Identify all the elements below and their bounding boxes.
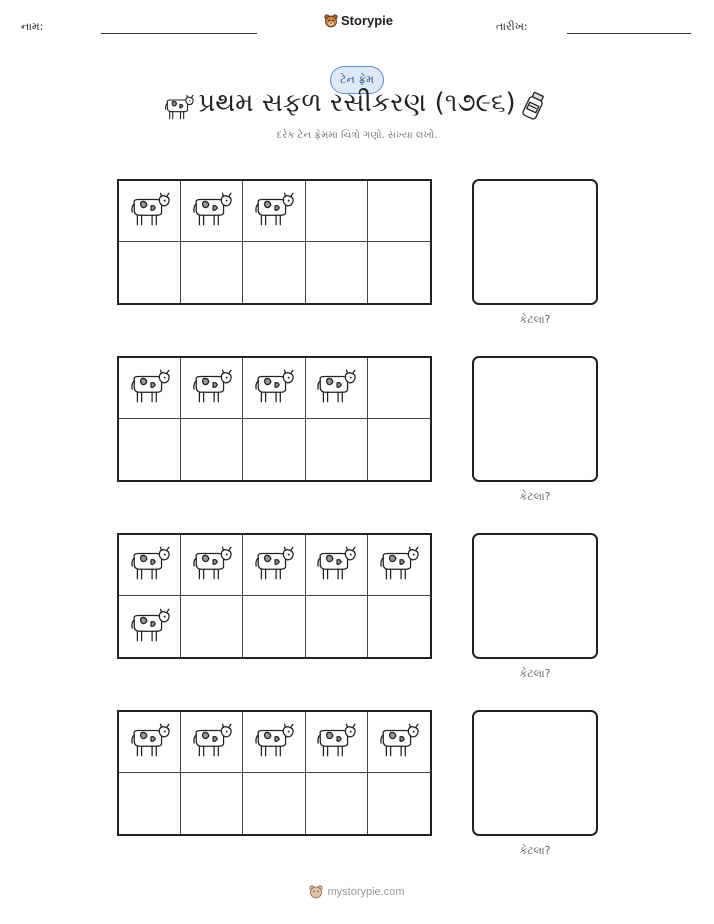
answer-prompt: કેટલા?: [519, 667, 551, 680]
cow-icon: [129, 367, 171, 409]
ten-frame-cell: [368, 358, 430, 419]
footer: [0, 885, 714, 899]
date-label: તારીખ:: [496, 20, 528, 33]
cow-icon: [253, 190, 295, 232]
ten-frame: [117, 533, 432, 659]
ten-frame-cell: [119, 712, 181, 773]
topic-badge: ટેન ફ્રેમ: [330, 66, 384, 94]
cow-icon: [315, 367, 357, 409]
answer-box[interactable]: [472, 533, 598, 659]
ten-frame-cell: [368, 419, 430, 480]
cow-icon: [253, 721, 295, 763]
answer-box[interactable]: [472, 179, 598, 305]
ten-frame-cell: [119, 358, 181, 419]
ten-frame-cell: [306, 535, 368, 596]
cow-icon: [315, 721, 357, 763]
cow-icon: [129, 721, 171, 763]
ten-frame-cell: [306, 242, 368, 303]
answer-box[interactable]: [472, 710, 598, 836]
cow-icon: [129, 606, 171, 648]
ten-frame-cell: [181, 712, 243, 773]
ten-frame-cell: [181, 419, 243, 480]
answer-prompt: કેટલા?: [519, 490, 551, 503]
answer-prompt: કેટલા?: [519, 313, 551, 326]
ten-frame-cell: [243, 419, 305, 480]
ten-frame-cell: [181, 358, 243, 419]
ten-frame: [117, 356, 432, 482]
name-label: નામ:: [21, 20, 44, 33]
cow-icon: [191, 544, 233, 586]
ten-frame-cell: [119, 773, 181, 834]
ten-frame-cell: [181, 773, 243, 834]
cow-icon: [191, 721, 233, 763]
ten-frame-cell: [243, 773, 305, 834]
ten-frame-cell: [306, 773, 368, 834]
footer-url: mystorypie.com: [327, 886, 405, 898]
ten-frame-cell: [181, 596, 243, 657]
ten-frame-cell: [243, 242, 305, 303]
ten-frame-cell: [368, 242, 430, 303]
cow-icon: [378, 721, 420, 763]
name-line[interactable]: [101, 33, 257, 34]
page-title: પ્રથમ સફળ રસીકરણ (૧૭૯૬): [198, 88, 516, 118]
ten-frame-cell: [368, 181, 430, 242]
ten-frame-cell: [243, 181, 305, 242]
ten-frame-cell: [119, 535, 181, 596]
cow-icon: [253, 367, 295, 409]
ten-frame-cell: [181, 535, 243, 596]
cow-icon: [191, 190, 233, 232]
ten-frame-cell: [368, 773, 430, 834]
ten-frame-cell: [306, 181, 368, 242]
ten-frame: [117, 179, 432, 305]
ten-frame-cell: [306, 358, 368, 419]
ten-frame-cell: [306, 419, 368, 480]
ten-frame: [117, 710, 432, 836]
ten-frame-cell: [119, 419, 181, 480]
ten-frame-cell: [243, 535, 305, 596]
ten-frame-cell: [119, 596, 181, 657]
ten-frame-cell: [368, 535, 430, 596]
answer-prompt: કેટલા?: [519, 844, 551, 857]
ten-frame-cell: [243, 596, 305, 657]
cow-icon: [129, 544, 171, 586]
ten-frame-cell: [306, 712, 368, 773]
ten-frame-cell: [119, 181, 181, 242]
cow-icon: [315, 544, 357, 586]
brand-logo: [324, 13, 393, 28]
ten-frame-cell: [243, 358, 305, 419]
cow-icon: [253, 544, 295, 586]
instructions: દરેક ટેન ફ્રેમમાં ચિત્રો ગણો. સંખ્યા લખો.: [276, 130, 438, 141]
ten-frame-cell: [119, 242, 181, 303]
cow-icon: [378, 544, 420, 586]
date-line[interactable]: [567, 33, 691, 34]
ten-frame-cell: [243, 712, 305, 773]
ten-frame-cell: [368, 712, 430, 773]
ten-frame-cell: [181, 242, 243, 303]
brand-name: Storypie: [341, 13, 394, 28]
cow-icon: [129, 190, 171, 232]
ten-frame-cell: [368, 596, 430, 657]
vaccine-bottle-icon: [520, 91, 546, 123]
bear-icon: [324, 14, 338, 28]
ten-frame-cell: [181, 181, 243, 242]
bear-icon: [309, 885, 323, 899]
answer-box[interactable]: [472, 356, 598, 482]
cow-icon: [191, 367, 233, 409]
ten-frame-cell: [306, 596, 368, 657]
